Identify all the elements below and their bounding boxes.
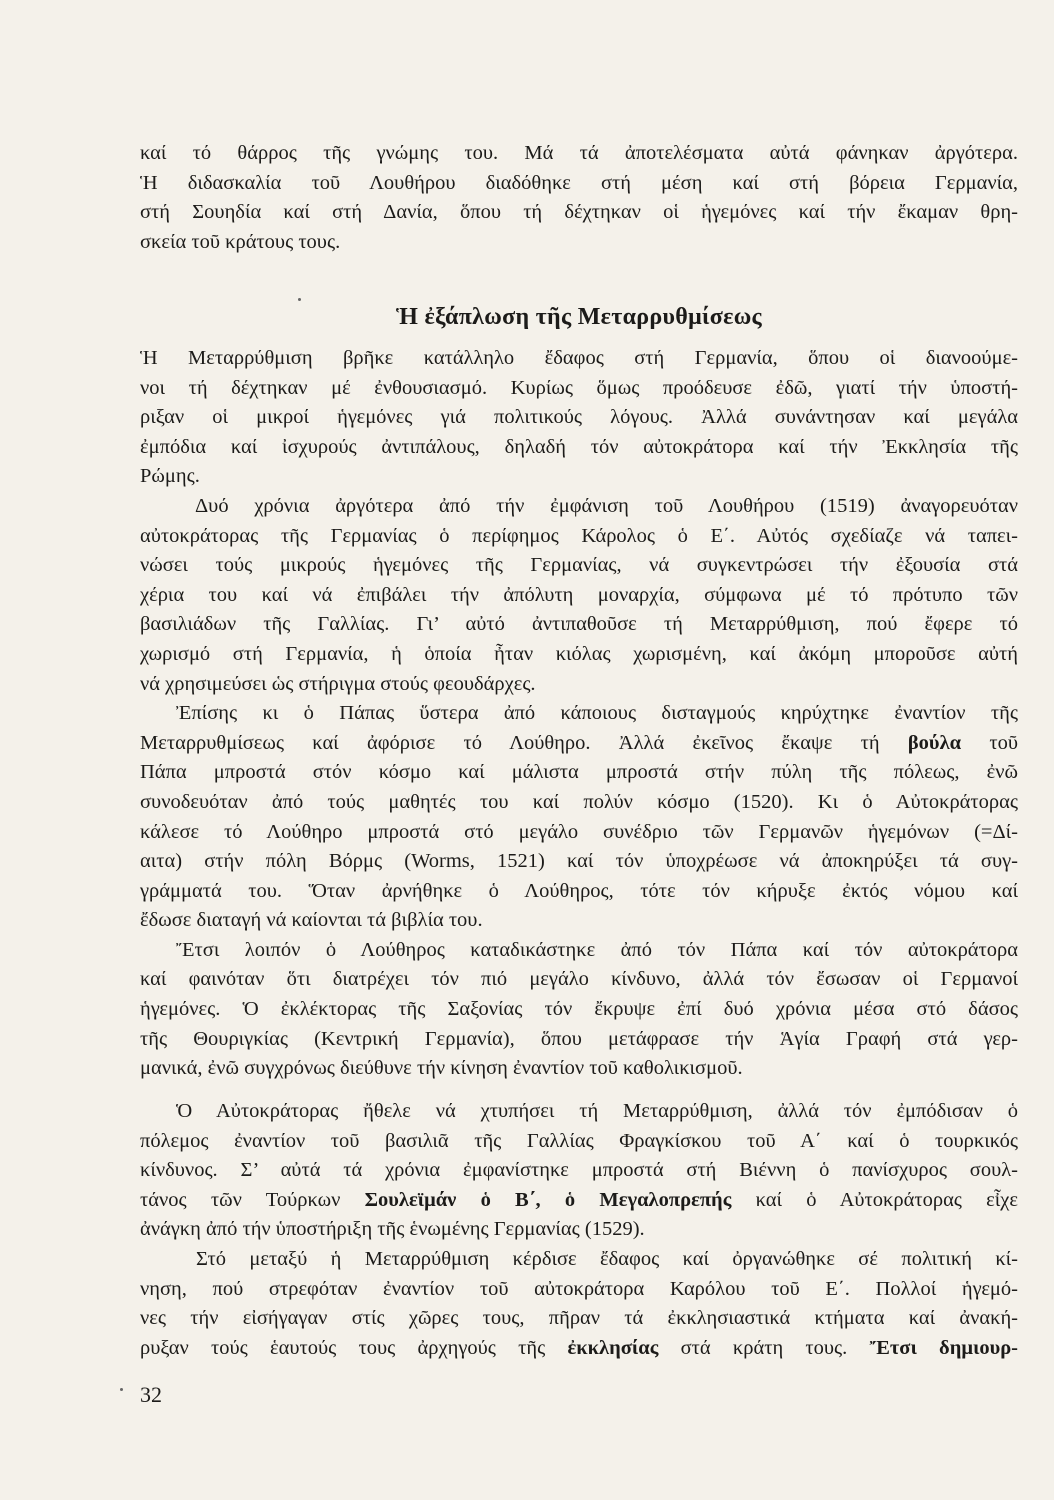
text-line: κάλεσε τό Λούθηρο μπροστά στό μεγάλο συνέδριο τῶν Γερμανῶν ἡγεμόνων (=Δί- (140, 820, 1018, 843)
text-run: τοῦ (961, 731, 1018, 754)
text-line: ριξαν οἱ μικροί ἡγεμόνες γιά πολιτικούς λόγους. Ἀλλά συνάντησαν καί μεγάλα (140, 406, 1018, 429)
text-line: Ἡ διδασκαλία τοῦ Λουθήρου διαδόθηκε στή μέση καί στή βόρεια Γερμανία, (140, 171, 1018, 194)
text-line: χωρισμό στή Γερμανία, ἡ ὁποία ἦταν κιόλας χωρισμένη, καί ἀκόμη μποροῦσε αὐτή (140, 642, 1018, 665)
text-line: νες τήν εἰσήγαγαν στίς χῶρες τους, πῆραν τά ἐκκλησιαστικά κτήματα καί ἀνακή- (140, 1307, 1018, 1330)
text-line: στή Σουηδία καί στή Δανία, ὅπου τή δέχτηκαν οἱ ἡγεμόνες καί τήν ἔκαμαν θρη- (140, 201, 1018, 224)
bold-term: Ἔτσι δημιουρ- (869, 1336, 1019, 1359)
text-line: Πάπα μπροστά στόν κόσμο καί μάλιστα μπροστά στήν πύλη τῆς πόλεως, ἐνῶ (140, 761, 1018, 784)
text-line: νώσει τούς μικρούς ἡγεμόνες τῆς Γερμανίας, νά συγκεντρώσει τήν ἐξουσία στά (140, 554, 1018, 577)
text-run: ρυξαν τούς ἑαυτούς τους ἀρχηγούς τῆς (140, 1336, 568, 1359)
text-line: Ρώμης. (140, 465, 200, 488)
text-line: Ἡ Μεταρρύθμιση βρῆκε κατάλληλο ἔδαφος στή Γερμανία, ὅπου οἱ διανοούμε- (140, 347, 1018, 369)
page-number: 32 (140, 1382, 162, 1407)
bold-term: ἐκκλησίας (567, 1336, 659, 1359)
text-run: Μεταρρυθμίσεως καί ἀφόρισε τό Λούθηρο. Ἀλλά ἐκεῖνος ἔκαψε τή (140, 731, 908, 754)
text-line: νοι τή δέχτηκαν μέ ἐνθουσιασμό. Κυρίως ὅμως προόδευσε ἐδῶ, γιατί τήν ὑποστή- (140, 376, 1018, 399)
text-line: αιτα) στήν πόλη Βόρμς (Worms, 1521) καί τόν ὑποχρέωσε νά ἀποκηρύξει τά συγ- (140, 850, 1018, 873)
text-line: κίνδυνος. Σ’ αὐτά τά χρόνια ἐμφανίστηκε μπροστά στή Βιέννη ὁ πανίσχυρος σουλ- (140, 1159, 1018, 1182)
section-heading: Ἡ ἐξάπλωση τῆς Μεταρρυθμίσεως (396, 304, 762, 330)
paragraph-intro (140, 139, 1018, 257)
text-run: τάνος τῶν Τούρκων (140, 1188, 365, 1211)
text-line: ἀνάγκη ἀπό τήν ὑποστήριξη τῆς ἑνωμένης Γερμανίας (1529). (140, 1218, 645, 1241)
text-line: Ἔτσι λοιπόν ὁ Λούθηρος καταδικάστηκε ἀπό τόν Πάπα καί τόν αὐτοκράτορα (176, 938, 1018, 961)
text-line: συνοδευόταν ἀπό τούς μαθητές του καί πολύν κόσμο (1520). Κι ὁ Αὐτοκράτορας (140, 790, 1018, 813)
text-line: ἐμπόδια καί ἰσχυρούς ἀντιπάλους, δηλαδή τόν αὐτοκράτορα καί τήν Ἐκκλησία τῆς (140, 435, 1018, 458)
text-line: μανικά, ἐνῶ συγχρόνως διεύθυνε τήν κίνηση ἐναντίον τοῦ καθολικισμοῦ. (140, 1057, 743, 1080)
text-line (140, 729, 1018, 759)
text-line: πόλεμος ἐναντίον τοῦ βασιλιᾶ τῆς Γαλλίας Φραγκίσκου τοῦ Α΄ καί ὁ τουρκικός (140, 1129, 1018, 1152)
print-speck (120, 1388, 123, 1391)
text-line (140, 1186, 1018, 1216)
paragraph-body (140, 1097, 1018, 1363)
text-line (140, 1334, 1018, 1364)
text-line: καί τό θάρρος τῆς γνώμης του. Μά τά ἀποτελέσματα αὐτά φάνηκαν ἀργότερα. (140, 142, 1018, 164)
text-line: Δυό χρόνια ἀργότερα ἀπό τήν ἐμφάνιση τοῦ Λουθήρου (1519) ἀναγορευόταν (195, 494, 1018, 517)
text-line: νηση, πού στρεφόταν ἐναντίον τοῦ αὐτοκράτορα Καρόλου τοῦ Ε΄. Πολλοί ἡγεμό- (140, 1277, 1018, 1300)
bold-term: βούλα (907, 731, 962, 754)
text-run: στά κράτη τους. (658, 1336, 870, 1359)
text-line: ἔδωσε διαταγή νά καίονται τά βιβλία του. (140, 909, 483, 932)
text-line: σκεία τοῦ κράτους τους. (140, 230, 341, 253)
text-line: χέρια του καί νά ἐπιβάλει τήν ἀπόλυτη μοναρχία, σύμφωνα μέ τό πρότυπο τῶν (140, 583, 1018, 606)
text-line: Ἐπίσης κι ὁ Πάπας ὕστερα ἀπό κάποιους δισταγμούς κηρύχτηκε ἐναντίον τῆς (176, 702, 1018, 725)
text-run: καί ὁ Αὐτοκράτορας εἶχε (731, 1188, 1018, 1211)
text-line: αὐτοκράτορας τῆς Γερμανίας ὁ περίφημος Κάρολος ὁ Ε΄. Αὐτός σχεδίαζε νά ταπει- (140, 524, 1018, 547)
bold-term: Σουλεϊμάν ὁ Β΄, ὁ Μεγαλοπρεπής (364, 1188, 732, 1211)
text-line: Ὁ Αὐτοκράτορας ἤθελε νά χτυπήσει τή Μεταρρύθμιση, ἀλλά τόν ἐμπόδισαν ὁ (176, 1100, 1018, 1122)
paragraph-body (140, 344, 1018, 1084)
print-speck (298, 298, 301, 301)
text-line: βασιλιάδων τῆς Γαλλίας. Γι’ αὐτό ἀντιπαθοῦσε τή Μεταρρύθμιση, πού ἔφερε τό (140, 613, 1018, 636)
text-line: τῆς Θουριγκίας (Κεντρική Γερμανία), ὅπου μετάφρασε τήν Ἁγία Γραφή στά γερ- (140, 1027, 1018, 1050)
text-line: καί φαινόταν ὅτι διατρέχει τόν πιό μεγάλο κίνδυνο, ἀλλά τόν ἔσωσαν οἱ Γερμανοί (140, 968, 1018, 991)
text-line: γράμματά του. Ὅταν ἀρνήθηκε ὁ Λούθηρος, τότε τόν κήρυξε ἐκτός νόμου καί (140, 879, 1018, 902)
text-line: Στό μεταξύ ἡ Μεταρρύθμιση κέρδισε ἔδαφος καί ὀργανώθηκε σέ πολιτική κί- (196, 1247, 1018, 1270)
text-line: ἡγεμόνες. Ὁ ἐκλέκτορας τῆς Σαξονίας τόν ἔκρυψε ἐπί δυό χρόνια μέσα στό δάσος (140, 998, 1018, 1021)
text-line: νά χρησιμεύσει ὡς στήριγμα στούς φεουδάρχες. (140, 672, 536, 695)
